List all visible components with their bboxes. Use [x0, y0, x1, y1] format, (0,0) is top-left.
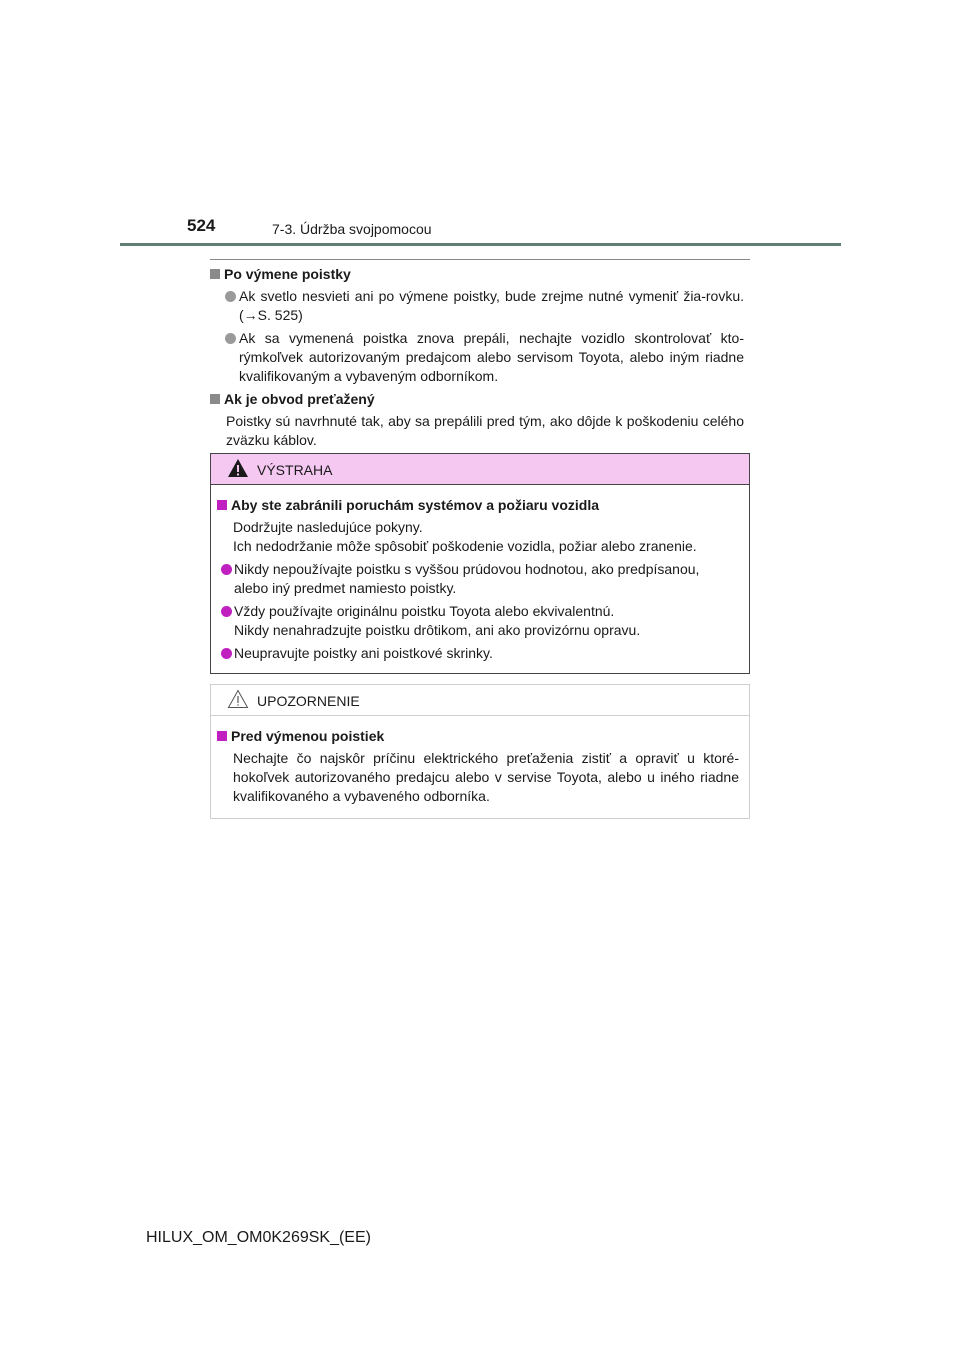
section-heading-after-replacement: Po výmene poistky: [210, 265, 750, 284]
main-content: [210, 265, 750, 453]
circle-bullet-icon: [221, 648, 232, 659]
warning-header: [211, 454, 749, 485]
caution-header: [211, 685, 749, 716]
square-bullet-icon: [210, 394, 220, 404]
circle-bullet-icon: [221, 564, 232, 575]
caution-triangle-icon: [227, 689, 249, 709]
caution-text: Nechajte čo najskôr príčinu elektrického preťaženia zistiť a opraviť u ktoré-hokoľvek autorizovaného predajcu alebo v servise Toyota, alebo u iného riadne kvalifikovaného a vybaveného odborníka.: [233, 750, 739, 804]
section-heading-overloaded-circuit: Ak je obvod preťažený: [210, 390, 750, 409]
circle-bullet-icon: [221, 606, 232, 617]
list-item: Neupravujte poistky ani poistkové skrinky.: [211, 644, 743, 663]
caution-body: [211, 716, 749, 806]
circle-bullet-icon: [225, 291, 236, 302]
caution-box: [210, 684, 750, 819]
caution-label: UPOZORNENIE: [257, 693, 360, 709]
section-title: 7-3. Údržba svojpomocou: [272, 221, 432, 237]
circle-bullet-icon: [225, 333, 236, 344]
square-bullet-icon: [217, 500, 227, 510]
document-code-footer: HILUX_OM_OM0K269SK_(EE): [146, 1229, 371, 1246]
list-item: Vždy používajte originálnu poistku Toyota alebo ekvivalentnú. Nikdy nenahradzujte poistku drôtikom, ani ako provizórnu opravu.: [211, 602, 743, 640]
content-top-rule: [210, 259, 750, 260]
warning-heading: Aby ste zabránili poruchám systémov a požiaru vozidla: [217, 496, 743, 515]
list-item: Nikdy nepoužívajte poistku s vyššou prúdovou hodnotou, ako predpísanou, alebo iný predmet namiesto poistky.: [211, 560, 743, 598]
page-number: 524: [187, 216, 216, 235]
warning-intro: Dodržujte nasledujúce pokyny. Ich nedodržanie môže spôsobiť poškodenie vozidla, požiar alebo zranenie.: [233, 519, 697, 554]
square-bullet-icon: [210, 269, 220, 279]
caution-heading: Pred výmenou poistiek: [217, 727, 743, 746]
list-item: Ak svetlo nesvieti ani po výmene poistky, bude zrejme nutné vymeniť žia-rovku. (→S. 525): [210, 287, 750, 325]
warning-label: VÝSTRAHA: [257, 462, 333, 478]
square-bullet-icon: [217, 731, 227, 741]
list-item: Ak sa vymenená poistka znova prepáli, nechajte vozidlo skontrolovať kto-rýmkoľvek autorizovaným predajcom alebo servisom Toyota, alebo iným riadne kvalifikovaným a vybaveným odborníkom.: [210, 329, 750, 386]
warning-box: [210, 453, 750, 674]
paragraph: Poistky sú navrhnuté tak, aby sa prepálili pred tým, ako dôjde k poškodeniu celého zväzku káblov.: [226, 413, 744, 448]
warning-body: [211, 485, 749, 663]
warning-triangle-icon: [227, 458, 249, 478]
header-rule: [120, 243, 841, 246]
